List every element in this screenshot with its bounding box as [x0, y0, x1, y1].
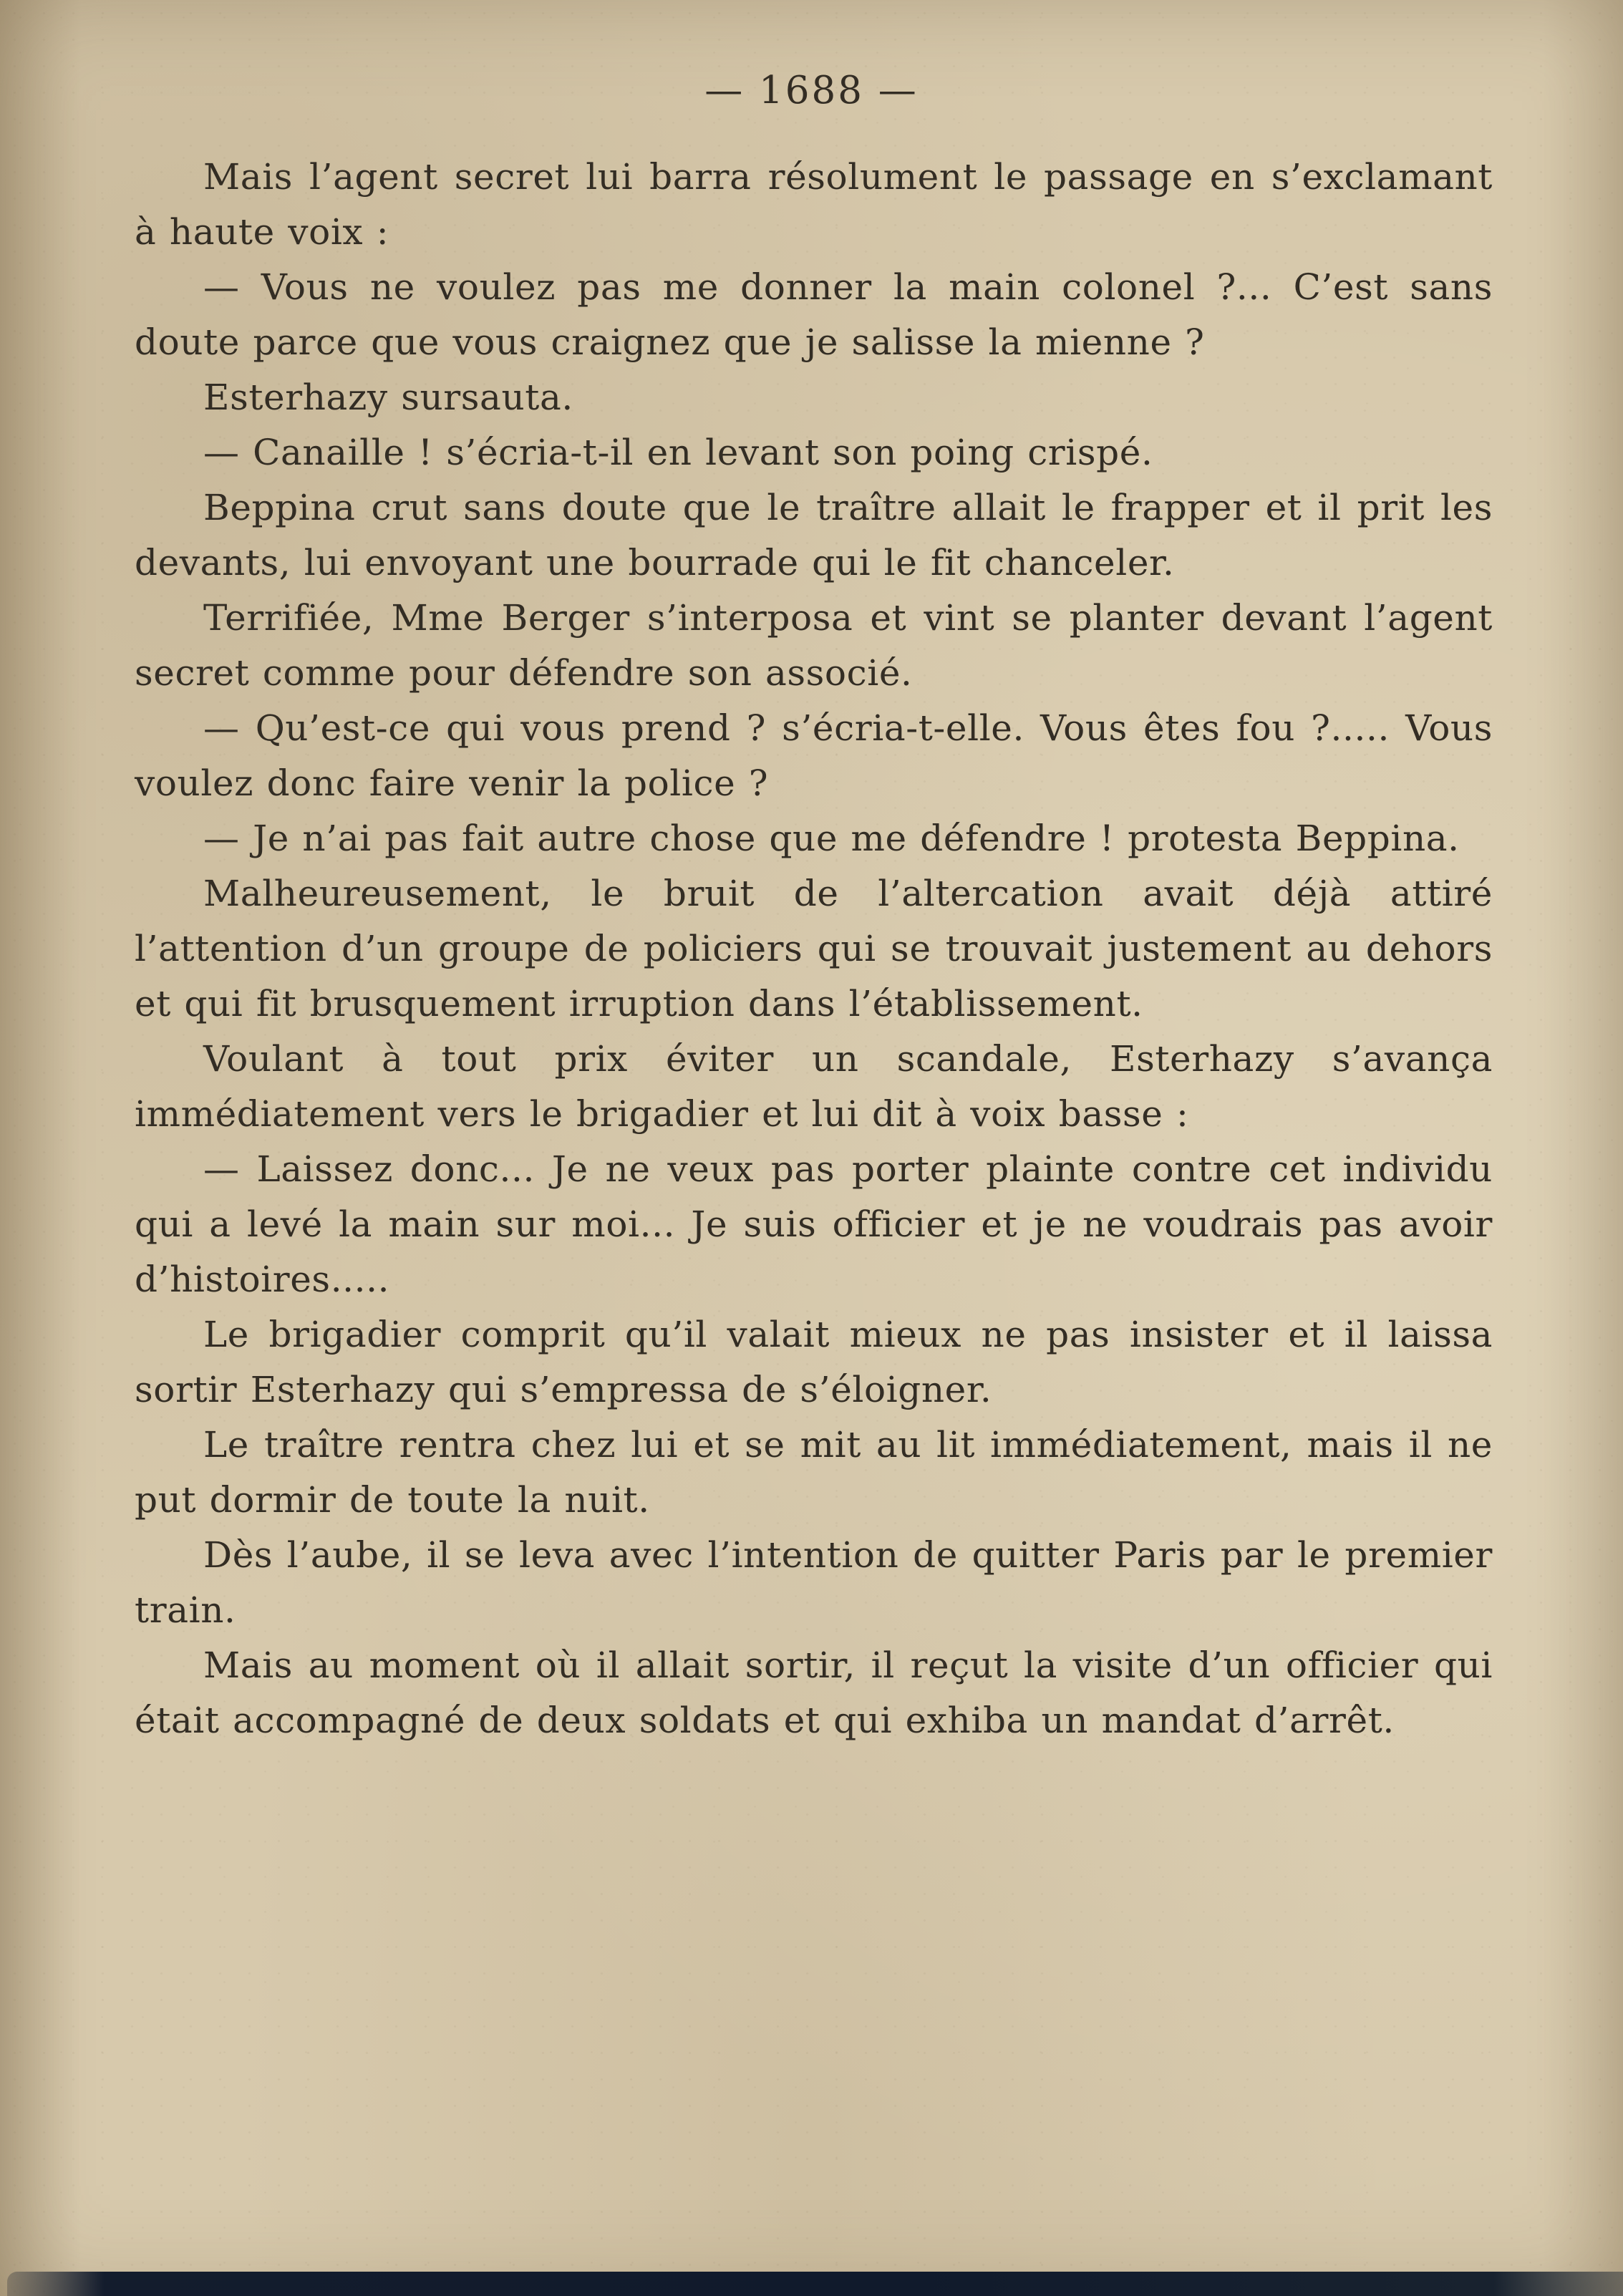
paragraph: — Canaille ! s’écria-t-il en levant son poing crispé.: [203, 432, 1153, 473]
paragraph: — Laissez donc... Je ne veux pas porter plainte contre cet individu qui a levé la main sur moi... Je suis officier et je ne voudrais pas avoir d’histoires.....: [135, 1148, 1493, 1300]
page-number: — 1688 —: [704, 69, 919, 112]
page-bottom-edge: [7, 2272, 1623, 2296]
paragraph: — Je n’ai pas fait autre chose que me défendre ! protesta Beppina.: [203, 818, 1460, 859]
paragraph: Voulant à tout prix éviter un scandale, Esterhazy s’avança immédiatement vers le brigadier et lui dit à voix basse :: [135, 1038, 1493, 1135]
paragraph: — Vous ne voulez pas me donner la main colonel ?... C’est sans doute parce que vous craignez que je salisse la mienne ?: [135, 266, 1493, 363]
paragraph: Malheureusement, le bruit de l’altercation avait déjà attiré l’attention d’un groupe de policiers qui se trouvait justement au dehors et qui fit brusquement irruption dans l’établissement.: [135, 873, 1493, 1025]
paragraph: Esterhazy sursauta.: [203, 377, 573, 418]
paragraph: Le traître rentra chez lui et se mit au lit immédiatement, mais il ne put dormir de toute la nuit.: [135, 1424, 1493, 1521]
paragraph: Beppina crut sans doute que le traître allait le frapper et il prit les devants, lui envoyant une bourrade qui le fit chanceler.: [135, 487, 1493, 583]
paragraph: Terrifiée, Mme Berger s’interposa et vint se planter devant l’agent secret comme pour défendre son associé.: [135, 597, 1493, 694]
paragraph: Le brigadier comprit qu’il valait mieux ne pas insister et il laissa sortir Esterhazy qui s’empressa de s’éloigner.: [135, 1314, 1493, 1410]
paragraph: Dès l’aube, il se leva avec l’intention de quitter Paris par le premier train.: [135, 1534, 1493, 1631]
paragraph: Mais l’agent secret lui barra résolument le passage en s’exclamant à haute voix :: [135, 156, 1493, 253]
paragraph: — Qu’est-ce qui vous prend ? s’écria-t-elle. Vous êtes fou ?..... Vous voulez donc faire venir la police ?: [135, 707, 1493, 804]
paragraph: Mais au moment où il allait sortir, il reçut la visite d’un officier qui était accompagné de deux soldats et qui exhiba un mandat d’arrêt.: [135, 1645, 1493, 1741]
page-text: [135, 150, 1493, 1748]
